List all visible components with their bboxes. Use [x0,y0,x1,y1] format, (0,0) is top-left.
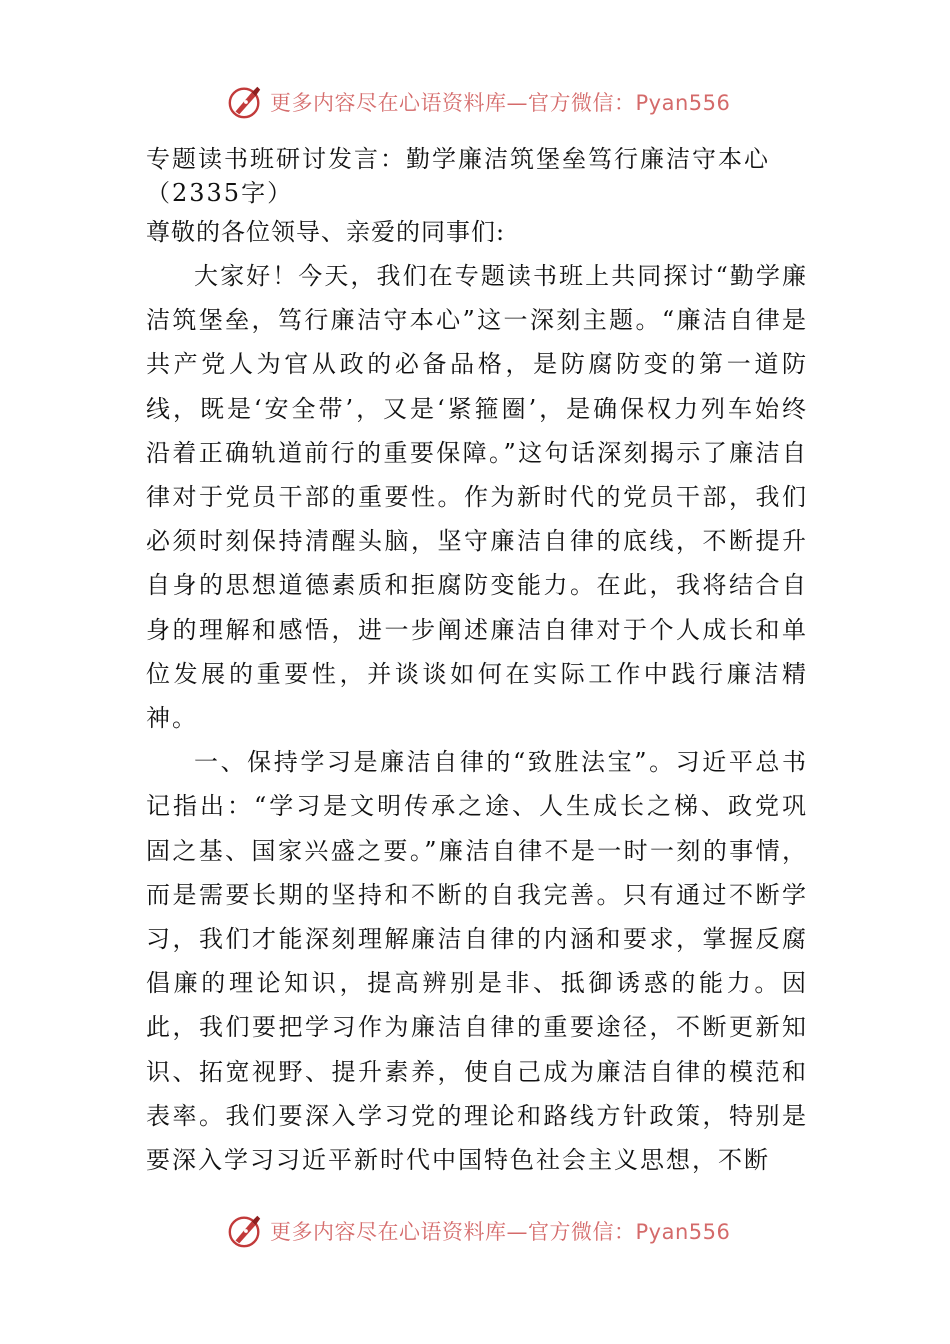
header-banner [226,82,746,122]
paragraph: 一、保持学习是廉洁自律的“致胜法宝”。习近平总书记指出：“学习是文明传承之途、人生成长之梯、政党巩固之基、国家兴盛之要。”廉洁自律不是一时一刻的事情，而是需要长期的坚持和不断的自我完善。只有通过不断学习，我们才能深刻理解廉洁自律的内涵和要求，掌握反腐倡廉的理论知识，提高辨别是非、抵御诱惑的能力。因此，我们要把学习作为廉洁自律的重要途径，不断更新知识、拓宽视野、提升素养，使自己成为廉洁自律的模范和表率。我们要深入学习党的理论和路线方针政策，特别是要深入学习习近平新时代中国特色社会主义思想，不断 [146,748,808,1175]
document-body [146,142,808,1182]
document-title: 专题读书班研讨发言：勤学廉洁筑堡垒笃行廉洁守本心（2335字） [146,145,770,207]
banner-text: 更多内容尽在心语资料库—官方微信：Pyan556 [270,1220,731,1244]
pen-nib-logo-icon [226,83,264,121]
paragraph: 大家好！今天，我们在专题读书班上共同探讨“勤学廉洁筑堡垒，笃行廉洁守本心”这一深刻主题。“廉洁自律是共产党人为官从政的必备品格，是防腐防变的第一道防线，既是‘安全带’，又是‘紧箍圈’，是确保权力列车始终沿着正确轨道前行的重要保障。”这句话深刻揭示了廉洁自律对于党员干部的重要性。作为新时代的党员干部，我们必须时刻保持清醒头脑，坚守廉洁自律的底线，不断提升自身的思想道德素质和拒腐防变能力。在此，我将结合自身的理解和感悟，进一步阐述廉洁自律对于个人成长和单位发展的重要性，并谈谈如何在实际工作中践行廉洁精神。 [146,262,808,733]
footer-banner [226,1211,746,1251]
pen-nib-logo-icon [226,1212,264,1250]
salutation: 尊敬的各位领导、亲爱的同事们: [146,218,506,246]
banner-text: 更多内容尽在心语资料库—官方微信：Pyan556 [270,91,731,115]
